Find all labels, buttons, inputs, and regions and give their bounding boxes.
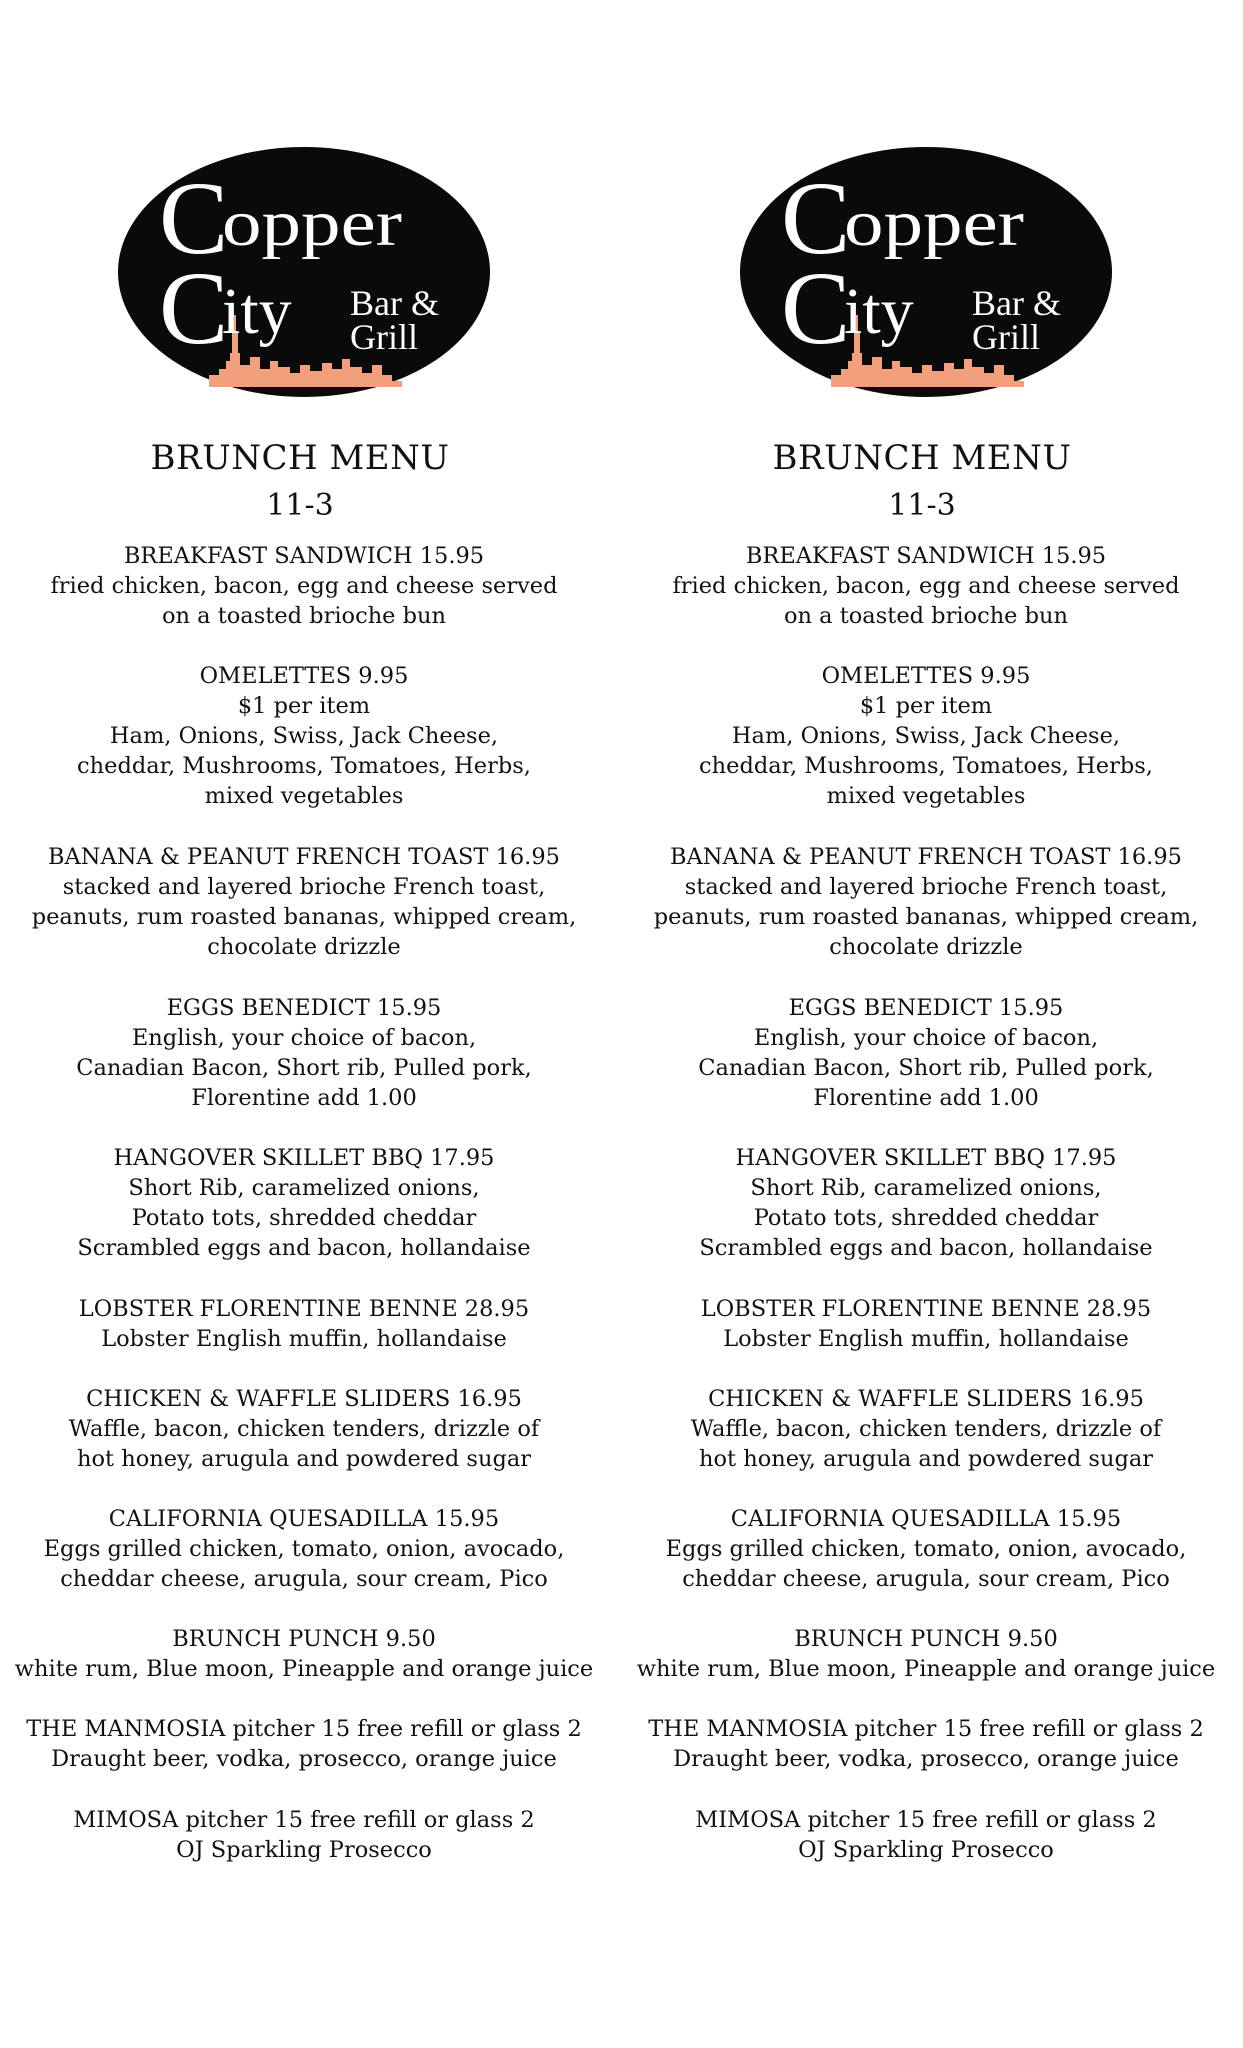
menu-item-name: EGGS BENEDICT 15.95	[788, 995, 1064, 1021]
menu-item-name: THE MANMOSIA pitcher 15 free refill or glass 2	[26, 1716, 582, 1742]
menu-item	[622, 541, 1230, 631]
menu-item-desc: stacked and layered brioche French toast, peanuts, rum roasted bananas, whipped cream, chocolate drizzle	[31, 874, 577, 960]
menu-item	[622, 1504, 1230, 1594]
menu-hours: 11-3	[888, 488, 956, 523]
menu-item-name: EGGS BENEDICT 15.95	[166, 995, 442, 1021]
menu-item	[622, 1714, 1230, 1774]
logo-c2: C	[159, 251, 229, 366]
menu-item	[0, 1624, 608, 1684]
menu-item	[622, 993, 1230, 1113]
menu-item-name: BANANA & PEANUT FRENCH TOAST 16.95	[48, 844, 560, 870]
logo-line2: ity	[222, 275, 292, 348]
menu-item-name: HANGOVER SKILLET BBQ 17.95	[113, 1145, 495, 1171]
logo-c1: C	[781, 161, 851, 276]
logo-line3a: Bar &	[972, 283, 1061, 323]
menu-item-desc: $1 per item Ham, Onions, Swiss, Jack Cheese, cheddar, Mushrooms, Tomatoes, Herbs, mixed vegetables	[77, 693, 531, 809]
menu-item-name: BRUNCH PUNCH 9.50	[172, 1626, 436, 1652]
menu-item-name: BRUNCH PUNCH 9.50	[794, 1626, 1058, 1652]
logo-c1: C	[159, 161, 229, 276]
menu-item-name: CALIFORNIA QUESADILLA 15.95	[730, 1506, 1122, 1532]
menu-item	[0, 1714, 608, 1774]
menu-item-desc: Short Rib, caramelized onions, Potato tots, shredded cheddar Scrambled eggs and bacon, hollandaise	[77, 1175, 531, 1261]
menu-item-name: LOBSTER FLORENTINE BENNE 28.95	[700, 1296, 1152, 1322]
menu-panel-left	[0, 0, 621, 2048]
menu-item-desc: Eggs grilled chicken, tomato, onion, avocado, cheddar cheese, arugula, sour cream, Pico	[665, 1536, 1187, 1592]
menu-item	[0, 1504, 608, 1594]
logo-line1: opper	[222, 187, 403, 260]
menu-item	[622, 1384, 1230, 1474]
logo-line3b: Grill	[972, 317, 1040, 357]
menu-title: BRUNCH MENU	[772, 438, 1072, 478]
menu-item-name: BREAKFAST SANDWICH 15.95	[123, 543, 485, 569]
copper-city-logo	[114, 143, 494, 401]
menu-item-desc: stacked and layered brioche French toast, peanuts, rum roasted bananas, whipped cream, chocolate drizzle	[653, 874, 1199, 960]
menu-item-name: CHICKEN & WAFFLE SLIDERS 16.95	[86, 1386, 522, 1412]
menu-item-name: MIMOSA pitcher 15 free refill or glass 2	[73, 1807, 535, 1833]
menu-item-desc: Eggs grilled chicken, tomato, onion, avocado, cheddar cheese, arugula, sour cream, Pico	[43, 1536, 565, 1592]
menu-item-name: THE MANMOSIA pitcher 15 free refill or glass 2	[648, 1716, 1204, 1742]
menu-item	[0, 1143, 608, 1263]
menu-item	[622, 1143, 1230, 1263]
menu-item-desc: fried chicken, bacon, egg and cheese served on a toasted brioche bun	[50, 573, 558, 629]
menu-item-desc: Waffle, bacon, chicken tenders, drizzle of hot honey, arugula and powdered sugar	[690, 1416, 1162, 1472]
menu-item-desc: OJ Sparkling Prosecco	[176, 1837, 432, 1863]
menu-item-desc: English, your choice of bacon, Canadian Bacon, Short rib, Pulled pork, Florentine add 1.00	[698, 1025, 1154, 1111]
menu-item-desc: English, your choice of bacon, Canadian Bacon, Short rib, Pulled pork, Florentine add 1.00	[76, 1025, 532, 1111]
menu-item-name: BANANA & PEANUT FRENCH TOAST 16.95	[670, 844, 1182, 870]
menu-item-name: MIMOSA pitcher 15 free refill or glass 2	[695, 1807, 1157, 1833]
menu-item	[0, 842, 608, 962]
logo-line3a: Bar &	[350, 283, 439, 323]
menu-item-desc: Draught beer, vodka, prosecco, orange juice	[673, 1746, 1179, 1772]
menu-item-name: CALIFORNIA QUESADILLA 15.95	[108, 1506, 500, 1532]
menu-item-desc: Lobster English muffin, hollandaise	[723, 1326, 1129, 1352]
menu-item	[0, 661, 608, 811]
logo-svg	[114, 143, 494, 401]
menu-title: BRUNCH MENU	[150, 438, 450, 478]
logo-line3b: Grill	[350, 317, 418, 357]
menu-hours: 11-3	[266, 488, 334, 523]
menu-item	[0, 541, 608, 631]
menu-item-name: CHICKEN & WAFFLE SLIDERS 16.95	[708, 1386, 1144, 1412]
menu-item	[0, 1384, 608, 1474]
menu-item	[0, 1805, 608, 1865]
menu-item-desc: white rum, Blue moon, Pineapple and orange juice	[636, 1656, 1216, 1682]
logo-svg	[736, 143, 1116, 401]
menu-item	[622, 842, 1230, 962]
menu-item	[0, 1294, 608, 1354]
copper-city-logo	[736, 143, 1116, 401]
menu-item	[622, 1294, 1230, 1354]
menu-item-desc: Lobster English muffin, hollandaise	[101, 1326, 507, 1352]
menu-item-desc: Short Rib, caramelized onions, Potato tots, shredded cheddar Scrambled eggs and bacon, hollandaise	[699, 1175, 1153, 1261]
menu-item-desc: white rum, Blue moon, Pineapple and orange juice	[14, 1656, 594, 1682]
menu-item	[622, 1624, 1230, 1684]
logo-line2: ity	[844, 275, 914, 348]
menu-item-desc: $1 per item Ham, Onions, Swiss, Jack Cheese, cheddar, Mushrooms, Tomatoes, Herbs, mixed vegetables	[699, 693, 1153, 809]
menu-item	[622, 1805, 1230, 1865]
menu-item-name: HANGOVER SKILLET BBQ 17.95	[735, 1145, 1117, 1171]
logo-c2: C	[781, 251, 851, 366]
menu-panel-right	[622, 0, 1243, 2048]
menu-item-desc: Waffle, bacon, chicken tenders, drizzle of hot honey, arugula and powdered sugar	[68, 1416, 540, 1472]
menu-item-desc: Draught beer, vodka, prosecco, orange juice	[51, 1746, 557, 1772]
menu-item-name: OMELETTES 9.95	[199, 663, 409, 689]
menu-item-desc: OJ Sparkling Prosecco	[798, 1837, 1054, 1863]
menu-item-name: BREAKFAST SANDWICH 15.95	[745, 543, 1107, 569]
menu-item-desc: fried chicken, bacon, egg and cheese served on a toasted brioche bun	[672, 573, 1180, 629]
logo-line1: opper	[844, 187, 1025, 260]
menu-item-name: OMELETTES 9.95	[821, 663, 1031, 689]
menu-item-name: LOBSTER FLORENTINE BENNE 28.95	[78, 1296, 530, 1322]
menu-item	[622, 661, 1230, 811]
menu-item	[0, 993, 608, 1113]
